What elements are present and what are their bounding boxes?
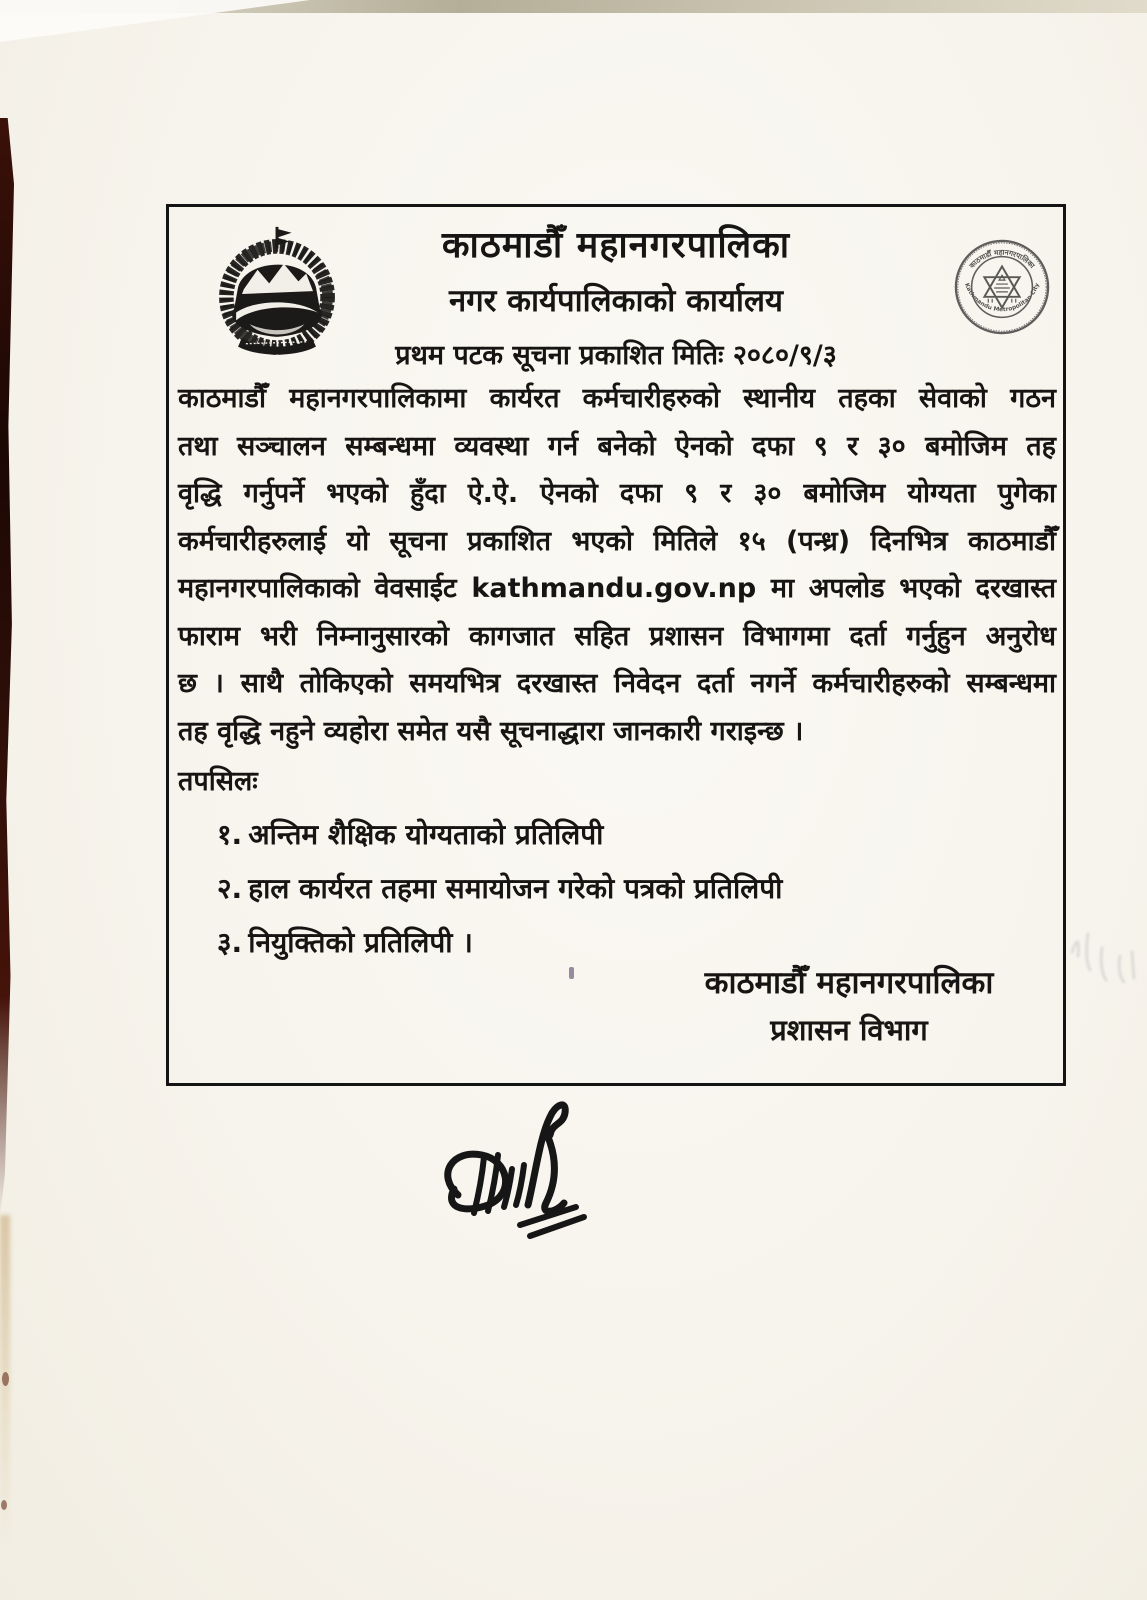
- tapasil-label: तपसिलः: [178, 766, 258, 797]
- kathmandu-metropolitan-seal: [953, 238, 1051, 336]
- scan-left-dark-edge: [0, 118, 14, 1218]
- list-item-text: नियुक्तिको प्रतिलिपी ।: [248, 926, 473, 959]
- handwritten-signature: [424, 1093, 638, 1255]
- list-item-number: २.: [217, 872, 243, 905]
- seal-bottom-text: Kathmandu Metropolitan City: [963, 282, 1041, 314]
- org-title: काठमाडौँ महानगरपालिका: [441, 225, 791, 266]
- ghost-ink-marks: [1062, 922, 1147, 1012]
- body-line: वृद्धि गर्नुपर्ने भएको हुँदा ऐ.ऐ. ऐनको दफा ९ र ३० बमोजिम योग्यता पुगेका: [178, 478, 1056, 509]
- body-line: तह वृद्धि नहुने व्यहोरा समेत यसै सूचनाद्धारा जानकारी गराइन्छ ।: [178, 715, 804, 747]
- publish-date-line: प्रथम पटक सूचना प्रकाशित मितिः २०८०/९/३: [395, 340, 837, 371]
- body-line: महानगरपालिकाको वेवसाईट kathmandu.gov.np मा अपलोड भएको दरखास्त: [178, 573, 1056, 604]
- body-line: फाराम भरी निम्नानुसारको कागजात सहित प्रशासन विभागमा दर्ता गर्नुहुन अनुरोध: [178, 620, 1056, 652]
- list-item: [217, 869, 977, 923]
- list-item-number: ३.: [217, 926, 243, 959]
- list-item-text: अन्तिम शैक्षिक योग्यताको प्रतिलिपी: [248, 818, 604, 851]
- seal-top-text: काठमाडौँ महानगरपालिका: [967, 247, 1037, 270]
- signoff-block: [649, 959, 1049, 1053]
- scan-edge-dot: [2, 1372, 9, 1386]
- scan-edge-dot: [1, 1500, 7, 1510]
- list-item-number: १.: [217, 818, 243, 851]
- notice-body-paragraph: [178, 375, 1056, 755]
- attachment-list: [217, 815, 977, 977]
- scan-top-white-wedge: [0, 0, 310, 42]
- body-line: काठमाडौँ महानगरपालिकामा कार्यरत कर्मचारीहरुको स्थानीय तहका सेवाको गठन: [178, 383, 1056, 414]
- signoff-department: प्रशासन विभाग: [770, 1013, 928, 1047]
- seal-star-icon: [984, 266, 1019, 307]
- list-item: [217, 815, 977, 869]
- seal-temple-marks: [988, 275, 1015, 302]
- office-subtitle: नगर कार्यपालिकाको कार्यालय: [449, 283, 783, 319]
- signoff-organization: काठमाडौँ महानगरपालिका: [704, 965, 994, 1001]
- list-item-text: हाल कार्यरत तहमा समायोजन गरेको पत्रको प्रतिलिपी: [248, 872, 783, 905]
- body-line: कर्मचारीहरुलाई यो सूचना प्रकाशित भएको मितिले १५ (पन्ध्र) दिनभित्र काठमाडौँ: [178, 525, 1056, 557]
- body-line: तथा सञ्चालन सम्बन्धमा व्यवस्था गर्न बनेको ऐनको दफा ९ र ३० बमोजिम तह: [178, 430, 1056, 462]
- notice-border-box: [166, 204, 1066, 1086]
- body-line: छ । साथै तोकिएको समयभित्र दरखास्त निवेदन दर्ता नगर्ने कर्मचारीहरुको सम्बन्धमा: [178, 668, 1056, 699]
